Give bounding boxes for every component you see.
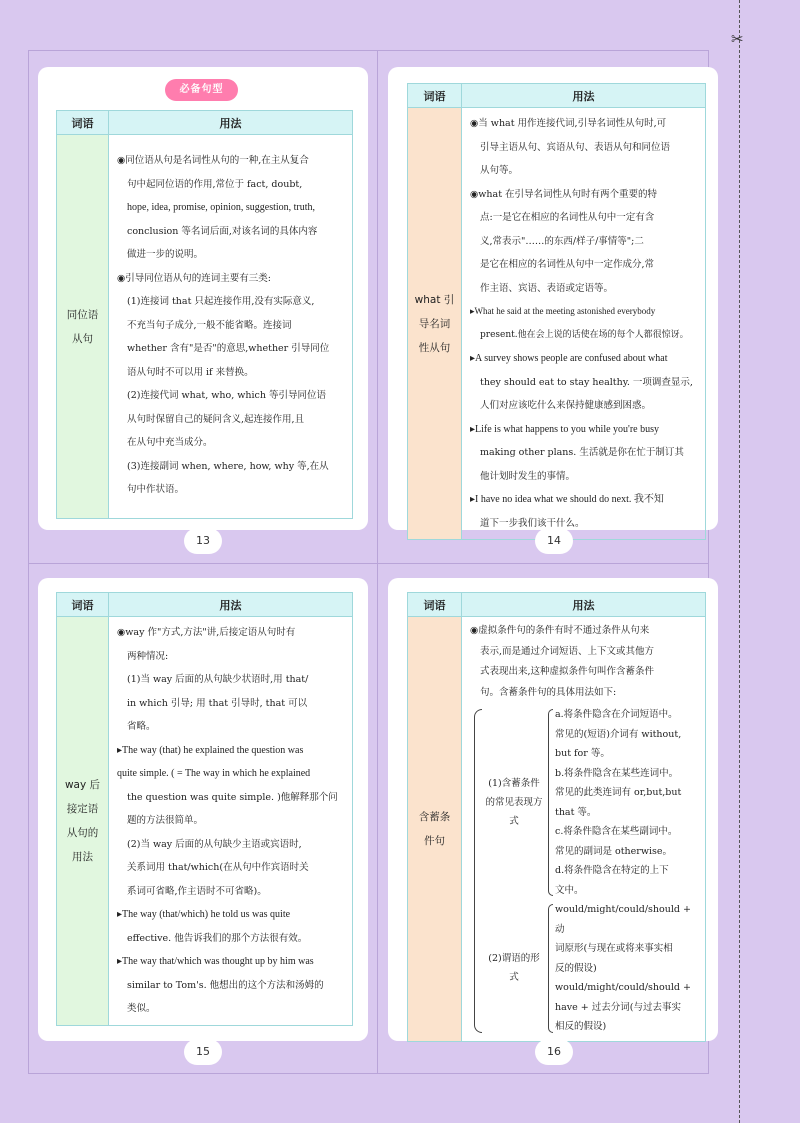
text-line: ◉当 what 用作连接代词,引导名词性从句时,可 — [470, 118, 667, 129]
text-line: (2)当 way 后面的从句缺少主语或宾语时, — [127, 838, 302, 850]
text-line: (2)连接代词 what, who, which 等引导同位语 — [127, 390, 327, 401]
example-line: ▸Life is what happens to you while you're busy — [470, 423, 660, 435]
page-number: 16 — [535, 1039, 573, 1065]
text-line: whether 含有"是否"的意思,whether 引导同位 — [127, 343, 330, 354]
usage-table-15 — [56, 592, 353, 1026]
text-line: ◉虚拟条件句的条件有时不通过条件从句来 — [470, 625, 650, 636]
column-header-usage: 用法 — [462, 84, 706, 108]
text-line: 反的假设) — [555, 962, 597, 974]
text-line: hope, idea, promise, opinion, suggestion, truth, — [127, 202, 316, 213]
column-header-usage: 用法 — [462, 593, 706, 617]
text-line: 人们对应该吃什么来保持健康感到困惑。 — [480, 400, 652, 411]
term-cell: way 后接定语从句的用法 — [57, 617, 109, 1026]
column-header-term: 词语 — [408, 593, 462, 617]
text-line: 在从句中充当成分。 — [127, 437, 213, 448]
text-line: would/might/could/should + 动 — [555, 904, 691, 935]
horizontal-divider — [28, 563, 709, 564]
inner-brace — [548, 709, 553, 896]
vertical-divider — [377, 50, 378, 1074]
example-line: ▸A survey shows people are confused about what — [470, 353, 668, 364]
text-line: 文中。 — [555, 884, 584, 896]
text-line: 做进一步的说明。 — [127, 249, 204, 260]
text-line: 是它在相应的名词性从句中一定作成分,常 — [480, 259, 655, 270]
text-line: (3)连接副词 when, where, how, why 等,在从 — [127, 460, 329, 472]
outer-brace — [474, 709, 482, 1033]
page-number: 15 — [184, 1039, 222, 1065]
text-line: ◉同位语从句是名词性从句的一种,在主从复合 — [117, 155, 309, 166]
usage-cell — [109, 135, 353, 519]
text-line: d.将条件隐含在特定的上下 — [555, 865, 669, 876]
usage-cell — [462, 108, 706, 540]
example-line: ▸The way (that) he explained the question was — [117, 744, 304, 756]
text-line: 省略。 — [127, 721, 156, 732]
column-header-term: 词语 — [57, 593, 109, 617]
text-line: 两种情况: — [127, 650, 169, 662]
condition-breakdown — [470, 705, 697, 1037]
text-line: 关系词用 that/which(在从句中作宾语时关 — [127, 862, 309, 873]
example-line: ▸What he said at the meeting astonished everybody — [470, 306, 656, 316]
text-line: ◉what 在引导名词性从句时有两个重要的特 — [470, 188, 658, 200]
example-line: ▸The way that/which was thought up by him was — [117, 956, 314, 967]
scissors-icon: ✂ — [731, 30, 744, 48]
text-line: making other plans. 生活就是你在忙于制订其 — [480, 447, 684, 458]
text-line: 他计划时发生的事情。 — [480, 470, 576, 482]
example-line: ▸I have no idea what we should do next. 我不知 — [470, 494, 664, 505]
text-line: 题的方法很简单。 — [127, 815, 204, 826]
text-line: b.将条件隐含在某些连词中。 — [555, 767, 679, 779]
page-number: 14 — [535, 528, 573, 554]
usage-table-16 — [407, 592, 706, 1042]
text-line: the question was quite simple. )他解释那个问 — [127, 791, 338, 803]
text-line: 句中作状语。 — [127, 484, 185, 495]
text-line: (1)当 way 后面的从句缺少状语时,用 that/ — [127, 674, 309, 685]
example-line: quite simple. ( = The way in which he explained — [117, 768, 311, 779]
text-line: ◉way 作"方式,方法"讲,后接定语从句时有 — [117, 627, 296, 638]
example-line: ▸The way (that/which) he told us was quite — [117, 909, 291, 920]
usage-table-13 — [56, 110, 353, 519]
text-line: 类似。 — [127, 1003, 156, 1014]
group-items — [555, 900, 697, 1037]
condition-group-2 — [484, 900, 697, 1037]
column-header-usage: 用法 — [109, 593, 353, 617]
text-line: 句。含蓄条件句的具体用法如下: — [480, 686, 617, 698]
text-line: in which 引导; 用 that 引导时, that 可以 — [127, 697, 308, 709]
text-line: they should eat to stay healthy. 一项调查显示, — [480, 376, 693, 388]
text-line: c.将条件隐含在某些副词中。 — [555, 826, 678, 837]
text-line: 点:一是它在相应的名词性从句中一定有含 — [480, 212, 655, 223]
text-line: 词原形(与现在或将来事实相 — [555, 943, 673, 954]
text-line: 式表现出来,这种虚拟条件句叫作含蓄条件 — [480, 666, 655, 677]
text-line: similar to Tom's. 他想出的这个方法和汤姆的 — [127, 979, 324, 991]
term-cell: 含蓄条件句 — [408, 617, 462, 1042]
text-line: 常见的(短语)介词有 without, — [555, 728, 682, 740]
text-line: a.将条件隐含在介词短语中。 — [555, 709, 678, 720]
text-line: 表示,而是通过介词短语、上下文或其他方 — [480, 645, 655, 657]
cut-line — [739, 0, 740, 1123]
group-label: (2)谓语的形式 — [488, 953, 540, 984]
text-line: present.他在会上说的话使在场的每个人都很惊讶。 — [480, 329, 689, 340]
usage-table-14 — [407, 83, 706, 540]
text-line: 从句时保留自己的疑问含义,起连接作用,且 — [127, 413, 305, 425]
text-line: 从句等。 — [480, 165, 519, 176]
term-cell: what 引导名词性从句 — [408, 108, 462, 540]
text-line: (1)连接词 that 只起连接作用,没有实际意义, — [127, 296, 315, 307]
text-line: but for 等。 — [555, 748, 610, 759]
condition-group-1 — [484, 705, 697, 900]
text-line: 不充当句子成分,一般不能省略。连接词 — [127, 319, 292, 331]
text-line: effective. 他告诉我们的那个方法很有效。 — [127, 932, 308, 944]
condition-groups — [484, 705, 697, 1037]
group-label: (1)含蓄条件的常见表现方式 — [485, 778, 543, 827]
text-line: 系词可省略,作主语时不可省略)。 — [127, 885, 267, 897]
column-header-term: 词语 — [408, 84, 462, 108]
usage-cell — [462, 617, 706, 1042]
section-badge: 必备句型 — [165, 79, 238, 101]
column-header-usage: 用法 — [109, 111, 353, 135]
text-line: that 等。 — [555, 806, 597, 818]
page-number: 13 — [184, 528, 222, 554]
text-line: would/might/could/should + — [555, 982, 691, 993]
term-cell: 同位语从句 — [57, 135, 109, 519]
text-line: 引导主语从句、宾语从句、表语从句和同位语 — [480, 141, 671, 153]
group-items — [555, 705, 697, 900]
text-line: 常见的副词是 otherwise。 — [555, 845, 673, 857]
text-line: 道下一步我们该干什么。 — [480, 517, 585, 529]
text-line: have + 过去分词(与过去事实 — [555, 1001, 681, 1013]
text-line: ◉引导同位语从句的连词主要有三类: — [117, 272, 271, 284]
text-line: 作主语、宾语、表语或定语等。 — [480, 282, 614, 294]
usage-cell — [109, 617, 353, 1026]
text-line: 相反的假设) — [555, 1021, 607, 1032]
text-line: 义,常表示"……的东西/样子/事情等";二 — [480, 235, 644, 247]
inner-brace — [548, 904, 553, 1033]
text-line: 句中起同位语的作用,常位于 fact, doubt, — [127, 178, 303, 190]
text-line: 语从句时不可以用 if 来替换。 — [127, 366, 254, 378]
text-line: 常见的此类连词有 or,but,but — [555, 787, 682, 798]
text-line: conclusion 等名词后面,对该名词的具体内容 — [127, 225, 318, 237]
column-header-term: 词语 — [57, 111, 109, 135]
